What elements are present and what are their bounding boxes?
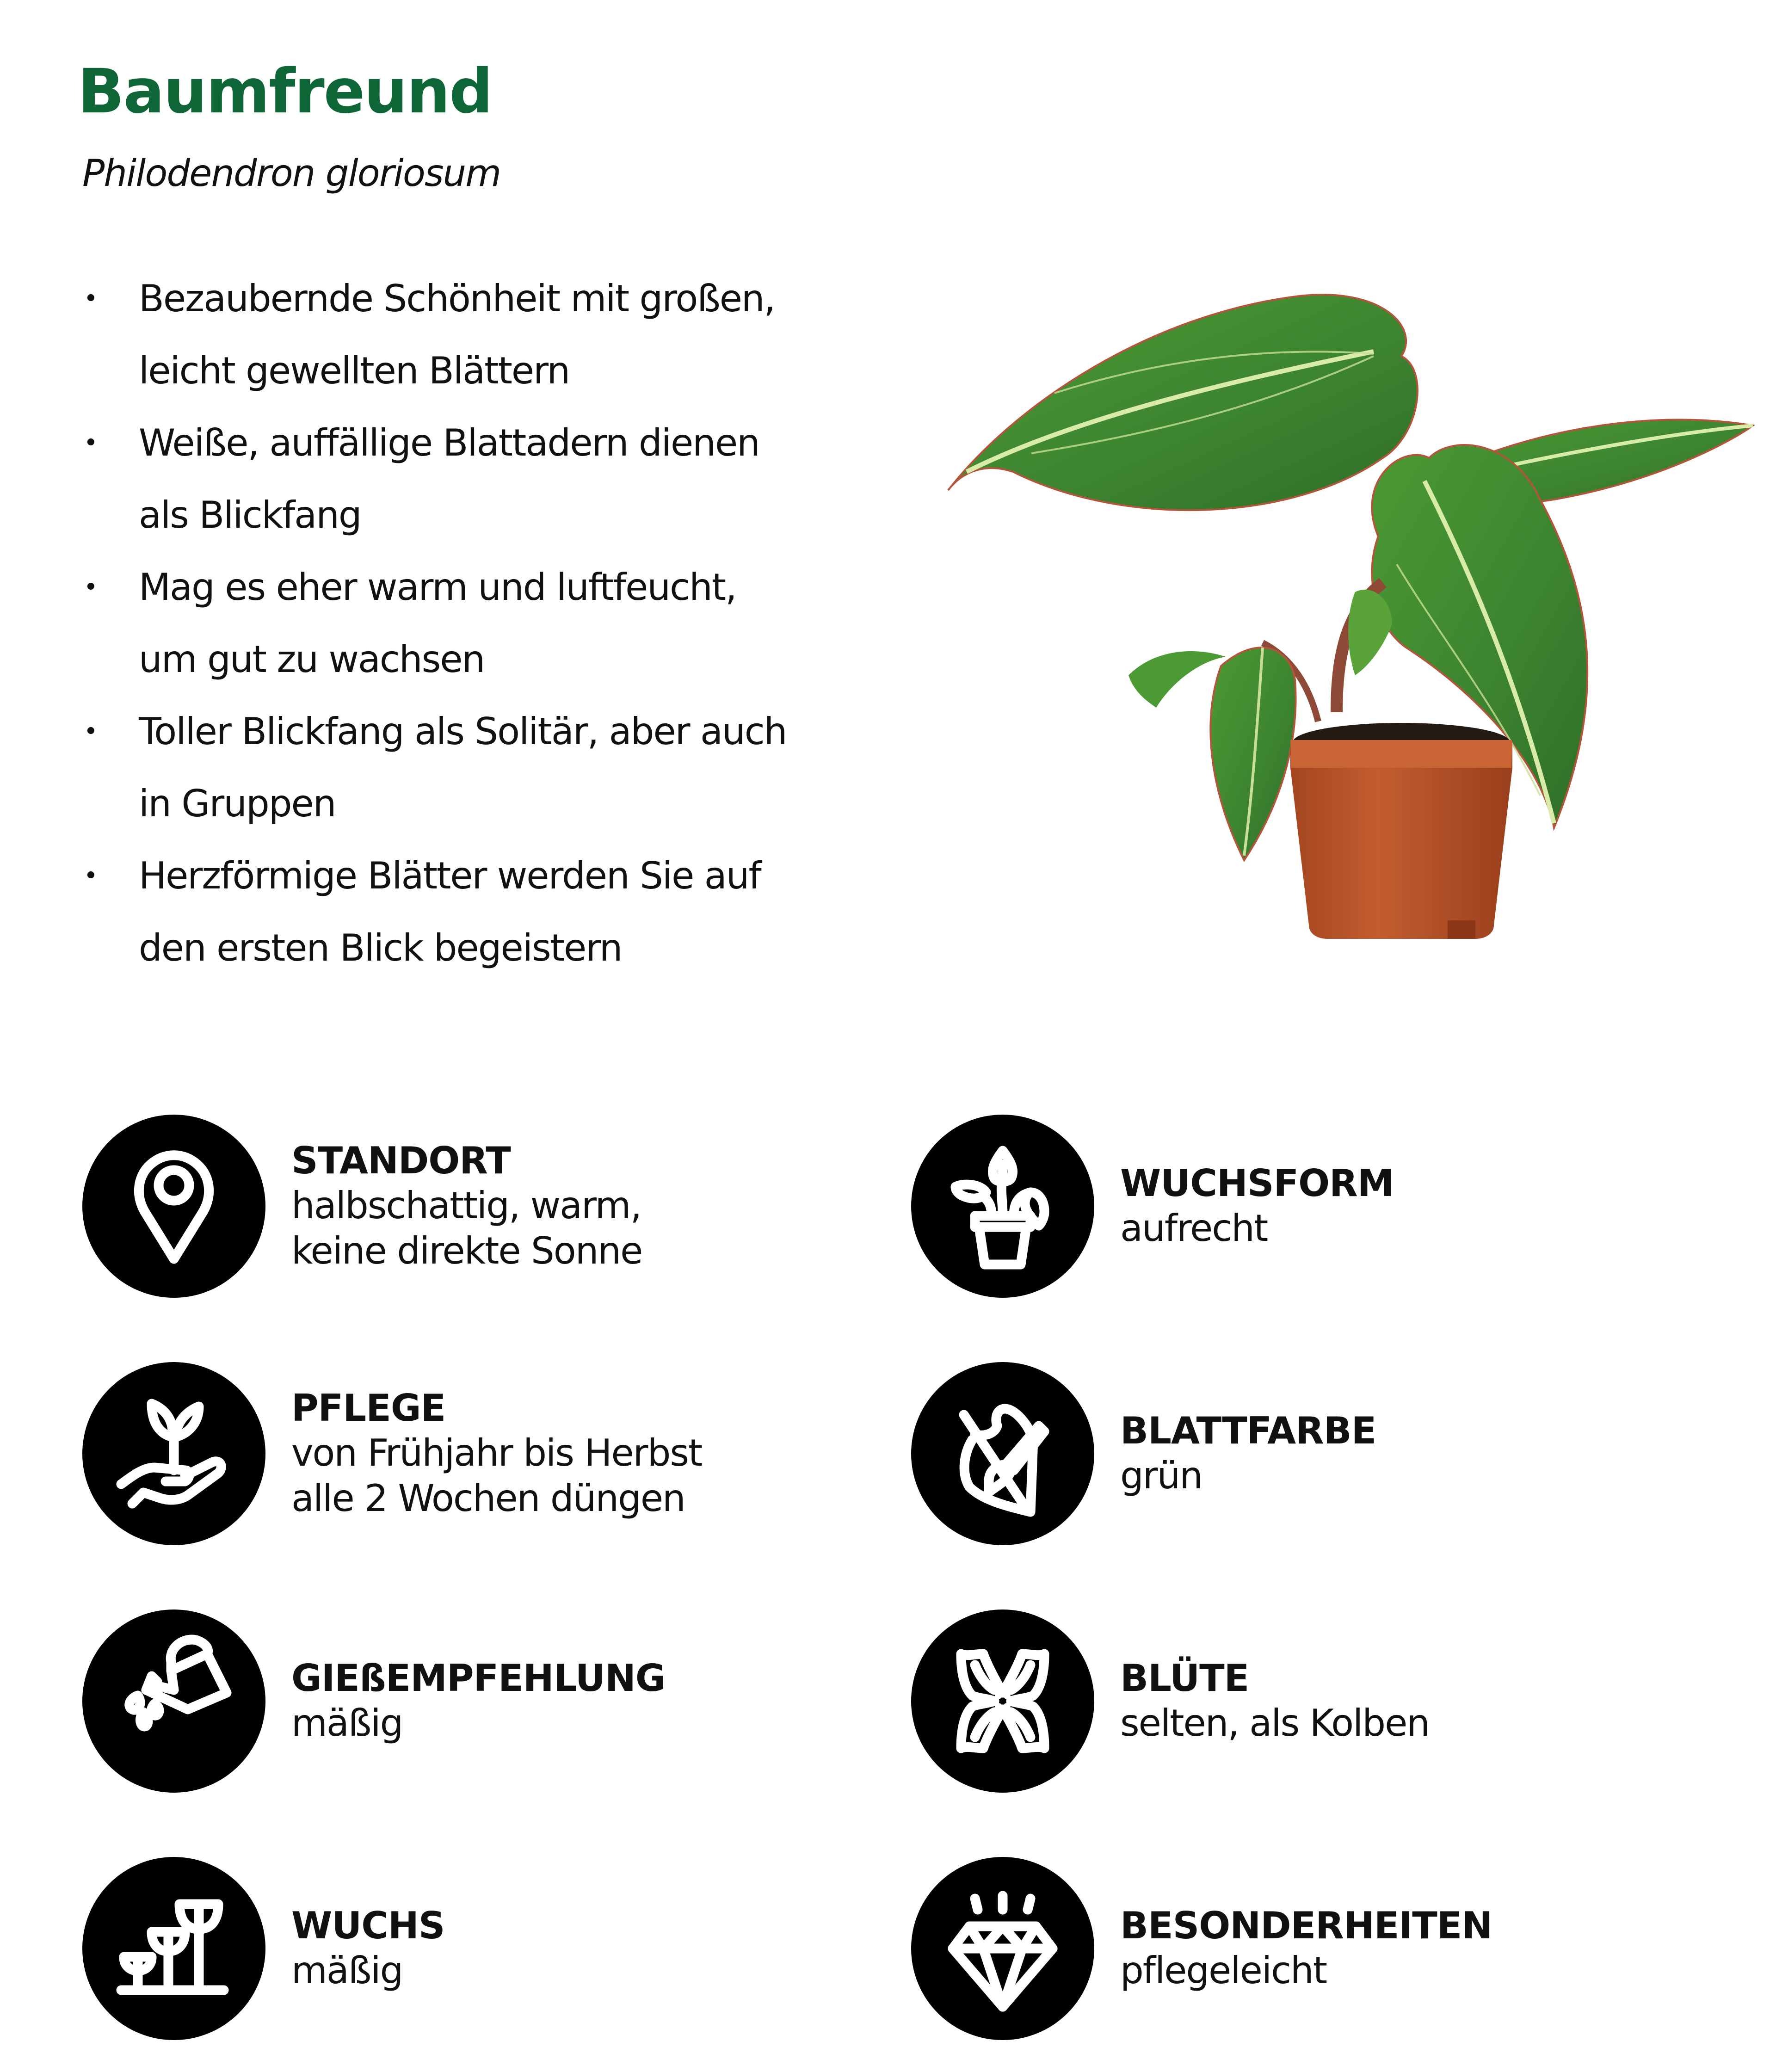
feature-value: mäßig <box>291 1949 403 1992</box>
feature-text <box>291 1610 665 1793</box>
feature-icon-circle <box>911 1610 1094 1793</box>
feature-value: aufrecht <box>1120 1207 1268 1250</box>
bullet-text: um gut zu wachsen <box>139 638 485 681</box>
feature-value: halbschattig, warm, <box>291 1184 641 1227</box>
bullet-dot: • <box>84 862 97 890</box>
feature-text <box>291 1115 642 1298</box>
feature-value: pflegeleicht <box>1120 1949 1327 1992</box>
bullet-text: Herzförmige Blätter werden Sie auf <box>139 854 761 897</box>
feature-icon-circle <box>911 1362 1094 1545</box>
feature-text <box>1120 1610 1429 1793</box>
feature-wuchsform <box>911 1115 1697 1300</box>
product-title: Baumfreund <box>78 56 492 127</box>
botanical-name: Philodendron gloriosum <box>82 152 501 195</box>
bullet-item-continuation <box>78 912 799 984</box>
bullet-text: leicht gewellten Blättern <box>139 349 570 392</box>
feature-label: WUCHSFORM <box>1120 1162 1394 1205</box>
bullet-item <box>78 407 799 479</box>
sprouts-growth-icon <box>105 1879 243 2018</box>
feature-value: alle 2 Wochen düngen <box>291 1477 685 1520</box>
feature-value: von Frühjahr bis Herbst <box>291 1431 702 1474</box>
feature-value: keine direkte Sonne <box>291 1229 642 1272</box>
feature-label: BLATTFARBE <box>1120 1409 1376 1452</box>
feature-icon-circle <box>82 1362 265 1545</box>
watering-can-icon <box>105 1632 243 1770</box>
map-pin-icon <box>105 1137 243 1276</box>
feature-value: grün <box>1120 1454 1202 1497</box>
bullet-item-continuation <box>78 335 799 407</box>
bullet-text: in Gruppen <box>139 782 336 825</box>
philodendron-plant-illustration <box>939 240 1771 971</box>
bullet-dot: • <box>84 574 97 601</box>
leaf-brush-icon <box>933 1384 1072 1523</box>
feature-value: selten, als Kolben <box>1120 1702 1429 1745</box>
feature-blattfarbe <box>911 1362 1697 1547</box>
bullet-text: Weiße, auffällige Blattadern dienen <box>139 421 759 464</box>
feature-label: STANDORT <box>291 1139 511 1182</box>
feature-giessempfehlung <box>82 1610 869 1794</box>
feature-text <box>1120 1115 1394 1298</box>
bullet-text: den ersten Blick begeistern <box>139 926 622 969</box>
feature-icon-circle <box>82 1115 265 1298</box>
bullet-item-continuation <box>78 768 799 840</box>
diamond-icon <box>933 1879 1072 2018</box>
feature-bluete <box>911 1610 1697 1794</box>
feature-besonderheiten <box>911 1857 1697 2042</box>
bullet-dot: • <box>84 718 97 746</box>
feature-text <box>291 1857 444 2040</box>
potted-plant-icon <box>933 1137 1072 1276</box>
feature-icon-circle <box>82 1857 265 2040</box>
feature-standort <box>82 1115 869 1300</box>
feature-label: BESONDERHEITEN <box>1120 1904 1492 1947</box>
feature-text <box>291 1362 702 1545</box>
bullet-text: Mag es eher warm und luftfeucht, <box>139 566 736 609</box>
seedling-hand-icon <box>105 1384 243 1523</box>
product-image <box>939 240 1771 971</box>
bullet-item-continuation <box>78 479 799 551</box>
bullet-item-continuation <box>78 623 799 696</box>
feature-icon-circle <box>911 1115 1094 1298</box>
feature-value: mäßig <box>291 1702 403 1745</box>
feature-label: BLÜTE <box>1120 1657 1249 1700</box>
bullet-dot: • <box>84 285 97 313</box>
bullet-item <box>78 696 799 768</box>
bullet-item <box>78 263 799 335</box>
bullet-dot: • <box>84 429 97 457</box>
feature-label: GIEßEMPFEHLUNG <box>291 1657 666 1700</box>
feature-pflege <box>82 1362 869 1547</box>
feature-label: PFLEGE <box>291 1387 446 1430</box>
bullet-item <box>78 551 799 623</box>
feature-wuchs <box>82 1857 869 2042</box>
bullet-text: Bezaubernde Schönheit mit großen, <box>139 277 775 320</box>
feature-icon-circle <box>82 1610 265 1793</box>
bullet-text: als Blickfang <box>139 493 361 536</box>
bullet-item <box>78 840 799 912</box>
feature-text <box>1120 1362 1376 1545</box>
feature-label: WUCHS <box>291 1904 445 1947</box>
bullet-text: Toller Blickfang als Solitär, aber auch <box>139 710 787 753</box>
blossom-icon <box>933 1632 1072 1770</box>
feature-icon-circle <box>911 1857 1094 2040</box>
feature-text <box>1120 1857 1492 2040</box>
feature-bullet-list <box>78 263 799 984</box>
